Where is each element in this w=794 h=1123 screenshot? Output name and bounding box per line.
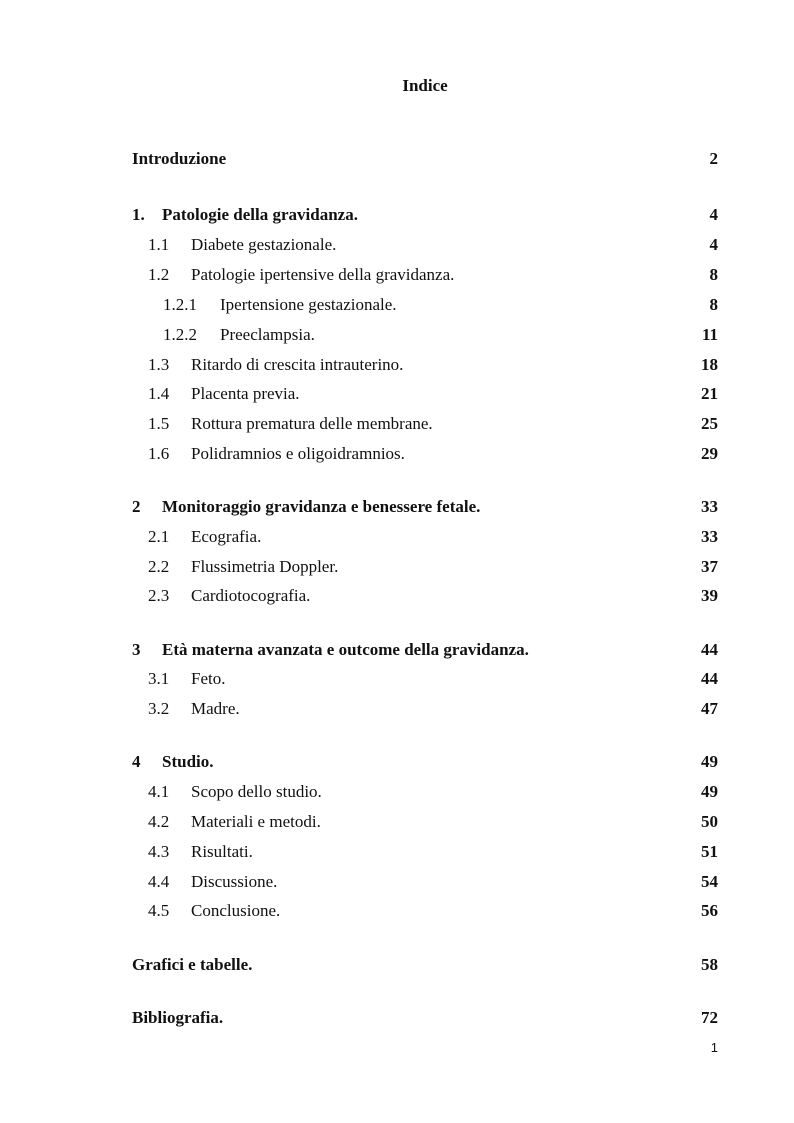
- toc-entry-page: 51: [701, 842, 718, 861]
- toc-entry[interactable]: [132, 556, 718, 578]
- toc-entry-page: 54: [701, 872, 718, 891]
- toc-entry[interactable]: [132, 413, 718, 435]
- toc-entry-title: Monitoraggio gravidanza e benessere fetale.: [162, 497, 481, 516]
- toc-entry-number: 1.2.2: [163, 325, 197, 344]
- toc-entry-title: Feto.: [191, 669, 226, 688]
- toc-entry-page: 37: [701, 557, 718, 576]
- toc-entry-title: Studio.: [162, 752, 214, 771]
- toc-entry-page: 56: [701, 901, 718, 920]
- toc-entry-number: 2.1: [148, 527, 170, 546]
- toc-entry-number: 1.3: [148, 355, 170, 374]
- toc-entry-title: Polidramnios e oligoidramnios.: [191, 444, 405, 463]
- toc-entry-page: 21: [701, 384, 718, 403]
- toc-entry-page: 39: [701, 586, 718, 605]
- toc-entry-number: 1.: [132, 205, 145, 224]
- toc-entry-number: 2: [132, 497, 141, 516]
- toc-entry[interactable]: [132, 294, 718, 316]
- toc-entry-page: 47: [701, 699, 718, 718]
- toc-entry-number: 1.2: [148, 265, 170, 284]
- toc-entry[interactable]: [132, 234, 718, 256]
- toc-entry-title: Preeclampsia.: [220, 325, 315, 344]
- toc-entry[interactable]: [132, 954, 718, 976]
- toc-entry[interactable]: [132, 585, 718, 607]
- toc-entry-page: 8: [709, 295, 718, 314]
- toc-entry-title: Flussimetria Doppler.: [191, 557, 339, 576]
- toc-entry-title: Scopo dello studio.: [191, 782, 322, 801]
- toc-entry-title: Materiali e metodi.: [191, 812, 321, 831]
- toc-entry[interactable]: [132, 354, 718, 376]
- toc-entry-title: Introduzione: [132, 149, 227, 168]
- toc-entry-number: 4.5: [148, 901, 170, 920]
- toc-entry-title: Placenta previa.: [191, 384, 300, 403]
- toc-entry-title: Conclusione.: [191, 901, 281, 920]
- toc-entry-number: 1.1: [148, 235, 170, 254]
- toc-entry[interactable]: [132, 698, 718, 720]
- toc-entry-page: 50: [701, 812, 718, 831]
- toc-entry[interactable]: [132, 526, 718, 548]
- toc-entry-number: 4.3: [148, 842, 170, 861]
- toc-entry-page: 18: [701, 355, 718, 374]
- toc-entry-title: Ipertensione gestazionale.: [220, 295, 397, 314]
- toc-entry-page: 4: [709, 235, 718, 254]
- toc-entry-number: 3.1: [148, 669, 170, 688]
- toc-entry-title: Ritardo di crescita intrauterino.: [191, 355, 404, 374]
- toc-entry-title: Rottura prematura delle membrane.: [191, 414, 433, 433]
- toc-entry[interactable]: [132, 668, 718, 690]
- toc-entry-title: Ecografia.: [191, 527, 262, 546]
- toc-entry-number: 4.1: [148, 782, 170, 801]
- toc-entry-title: Diabete gestazionale.: [191, 235, 337, 254]
- toc-entry-number: 1.4: [148, 384, 170, 403]
- toc-entry-page: 44: [701, 640, 718, 659]
- toc-entry[interactable]: [132, 811, 718, 833]
- toc-entry-number: 2.2: [148, 557, 170, 576]
- toc-entry-title: Patologie della gravidanza.: [162, 205, 358, 224]
- toc-entry-title: Grafici e tabelle.: [132, 955, 253, 974]
- toc-entry-title: Cardiotocografia.: [191, 586, 311, 605]
- toc-entry[interactable]: [132, 841, 718, 863]
- toc-entry[interactable]: [132, 383, 718, 405]
- toc-entry-title: Risultati.: [191, 842, 253, 861]
- toc-entry[interactable]: [132, 871, 718, 893]
- toc-entry-page: 49: [701, 782, 718, 801]
- toc-entry-page: 2: [709, 149, 718, 168]
- toc-entry-page: 49: [701, 752, 718, 771]
- toc-entry-number: 3: [132, 640, 141, 659]
- toc-entry[interactable]: [132, 324, 718, 346]
- toc-entry-page: 11: [701, 325, 718, 344]
- toc-entry-page: 44: [701, 669, 718, 688]
- toc-entry-title: Discussione.: [191, 872, 278, 891]
- toc-entry[interactable]: [132, 900, 718, 922]
- toc-entry[interactable]: [132, 639, 718, 661]
- toc-entry-number: 3.2: [148, 699, 170, 718]
- toc-entry-page: 33: [701, 497, 718, 516]
- page-title: Indice: [402, 76, 448, 95]
- toc-entry-title: Età materna avanzata e outcome della gravidanza.: [162, 640, 529, 659]
- toc-entry-title: Madre.: [191, 699, 240, 718]
- toc-entry[interactable]: [132, 1007, 718, 1029]
- toc-entry[interactable]: [132, 204, 718, 226]
- toc-entry-number: 2.3: [148, 586, 170, 605]
- toc-entry[interactable]: [132, 148, 718, 170]
- toc-entry-number: 1.5: [148, 414, 170, 433]
- toc-entry[interactable]: [132, 781, 718, 803]
- toc-entry-number: 4.2: [148, 812, 170, 831]
- toc-entry-page: 29: [701, 444, 718, 463]
- toc-entry-number: 4: [132, 752, 141, 771]
- toc-entry-title: Patologie ipertensive della gravidanza.: [191, 265, 455, 284]
- toc-entry-title: Bibliografia.: [132, 1008, 224, 1027]
- toc-entry-number: 1.6: [148, 444, 170, 463]
- toc-entry-page: 8: [709, 265, 718, 284]
- toc-entry-page: 25: [701, 414, 718, 433]
- toc-entry[interactable]: [132, 264, 718, 286]
- toc-entry[interactable]: [132, 443, 718, 465]
- toc-entry-page: 33: [701, 527, 718, 546]
- toc-entry[interactable]: [132, 751, 718, 773]
- page-number: 1: [710, 1040, 718, 1055]
- toc-entry-number: 1.2.1: [163, 295, 197, 314]
- toc-entry-number: 4.4: [148, 872, 170, 891]
- toc-entry-page: 58: [701, 955, 718, 974]
- toc-entry[interactable]: [132, 496, 718, 518]
- toc-entry-page: 4: [709, 205, 718, 224]
- toc-entry-page: 72: [701, 1008, 718, 1027]
